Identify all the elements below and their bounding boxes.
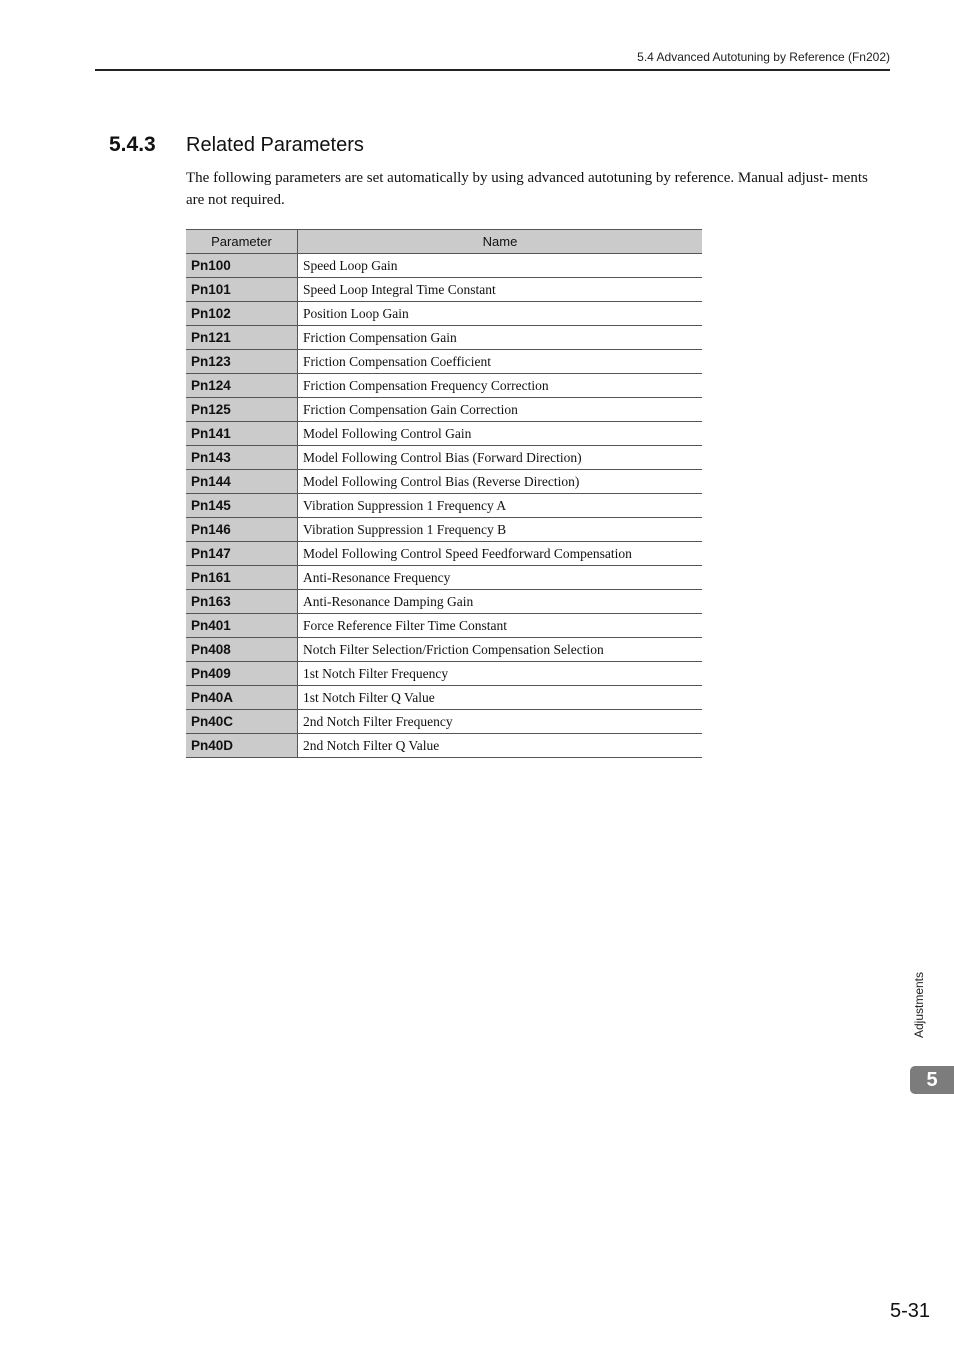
parameter-code: Pn123 (186, 350, 298, 374)
parameters-table (186, 229, 702, 758)
parameter-name: Anti-Resonance Frequency (298, 566, 703, 590)
header-rule (95, 69, 890, 71)
parameter-code: Pn121 (186, 326, 298, 350)
parameter-code: Pn147 (186, 542, 298, 566)
parameter-name: Model Following Control Gain (298, 422, 703, 446)
parameter-name: Friction Compensation Frequency Correction (298, 374, 703, 398)
parameter-name: Anti-Resonance Damping Gain (298, 590, 703, 614)
parameter-name: Friction Compensation Coefficient (298, 350, 703, 374)
parameter-code: Pn124 (186, 374, 298, 398)
column-header-parameter: Parameter (186, 230, 298, 254)
section-number: 5.4.3 (109, 133, 156, 156)
parameter-code: Pn409 (186, 662, 298, 686)
parameter-name: Friction Compensation Gain (298, 326, 703, 350)
parameter-code: Pn125 (186, 398, 298, 422)
parameter-code: Pn144 (186, 470, 298, 494)
table-header-row (186, 230, 702, 254)
table-row (186, 542, 702, 566)
parameter-code: Pn40A (186, 686, 298, 710)
table-row (186, 518, 702, 542)
table-row (186, 326, 702, 350)
table-row (186, 278, 702, 302)
table-row (186, 710, 702, 734)
table-row (186, 446, 702, 470)
table-row (186, 734, 702, 758)
parameter-code: Pn40C (186, 710, 298, 734)
parameter-name: Model Following Control Bias (Forward Direction) (298, 446, 703, 470)
section-title: Related Parameters (186, 134, 364, 156)
section-heading (109, 133, 364, 157)
parameter-code: Pn163 (186, 590, 298, 614)
parameter-name: Model Following Control Bias (Reverse Direction) (298, 470, 703, 494)
parameter-name: Vibration Suppression 1 Frequency A (298, 494, 703, 518)
parameter-name: Speed Loop Integral Time Constant (298, 278, 703, 302)
table-row (186, 638, 702, 662)
parameter-name: Force Reference Filter Time Constant (298, 614, 703, 638)
table-row (186, 494, 702, 518)
parameter-name: Vibration Suppression 1 Frequency B (298, 518, 703, 542)
parameter-code: Pn141 (186, 422, 298, 446)
table-row (186, 686, 702, 710)
parameter-code: Pn408 (186, 638, 298, 662)
chapter-side-label-text: Adjustments (912, 971, 926, 1039)
running-header: 5.4 Advanced Autotuning by Reference (Fn202) (637, 50, 890, 64)
column-header-name: Name (298, 230, 703, 254)
table-row (186, 662, 702, 686)
parameter-name: Speed Loop Gain (298, 254, 703, 278)
page-number: 5-31 (889, 1300, 930, 1322)
parameter-code: Pn40D (186, 734, 298, 758)
parameter-name: 2nd Notch Filter Q Value (298, 734, 703, 758)
parameter-code: Pn145 (186, 494, 298, 518)
table-body (186, 254, 702, 758)
parameter-code: Pn146 (186, 518, 298, 542)
table-row (186, 614, 702, 638)
parameter-name: Position Loop Gain (298, 302, 703, 326)
table-row (186, 566, 702, 590)
table-row (186, 302, 702, 326)
table-row (186, 422, 702, 446)
parameter-code: Pn101 (186, 278, 298, 302)
parameter-name: 1st Notch Filter Frequency (298, 662, 703, 686)
parameter-name: Friction Compensation Gain Correction (298, 398, 703, 422)
parameter-code: Pn161 (186, 566, 298, 590)
parameter-code: Pn143 (186, 446, 298, 470)
table-row (186, 254, 702, 278)
table-row (186, 350, 702, 374)
intro-paragraph: The following parameters are set automatically by using advanced autotuning by reference. Manual adjust- ments are not required. (186, 170, 868, 208)
table-row (186, 398, 702, 422)
parameter-name: Notch Filter Selection/Friction Compensation Selection (298, 638, 703, 662)
table-row (186, 374, 702, 398)
chapter-side-label (906, 960, 932, 1050)
table-row (186, 470, 702, 494)
parameter-name: 2nd Notch Filter Frequency (298, 710, 703, 734)
parameter-code: Pn401 (186, 614, 298, 638)
parameter-name: 1st Notch Filter Q Value (298, 686, 703, 710)
parameter-name: Model Following Control Speed Feedforward Compensation (298, 542, 703, 566)
parameter-code: Pn100 (186, 254, 298, 278)
table-row (186, 590, 702, 614)
parameter-code: Pn102 (186, 302, 298, 326)
chapter-tab: 5 (910, 1066, 954, 1094)
